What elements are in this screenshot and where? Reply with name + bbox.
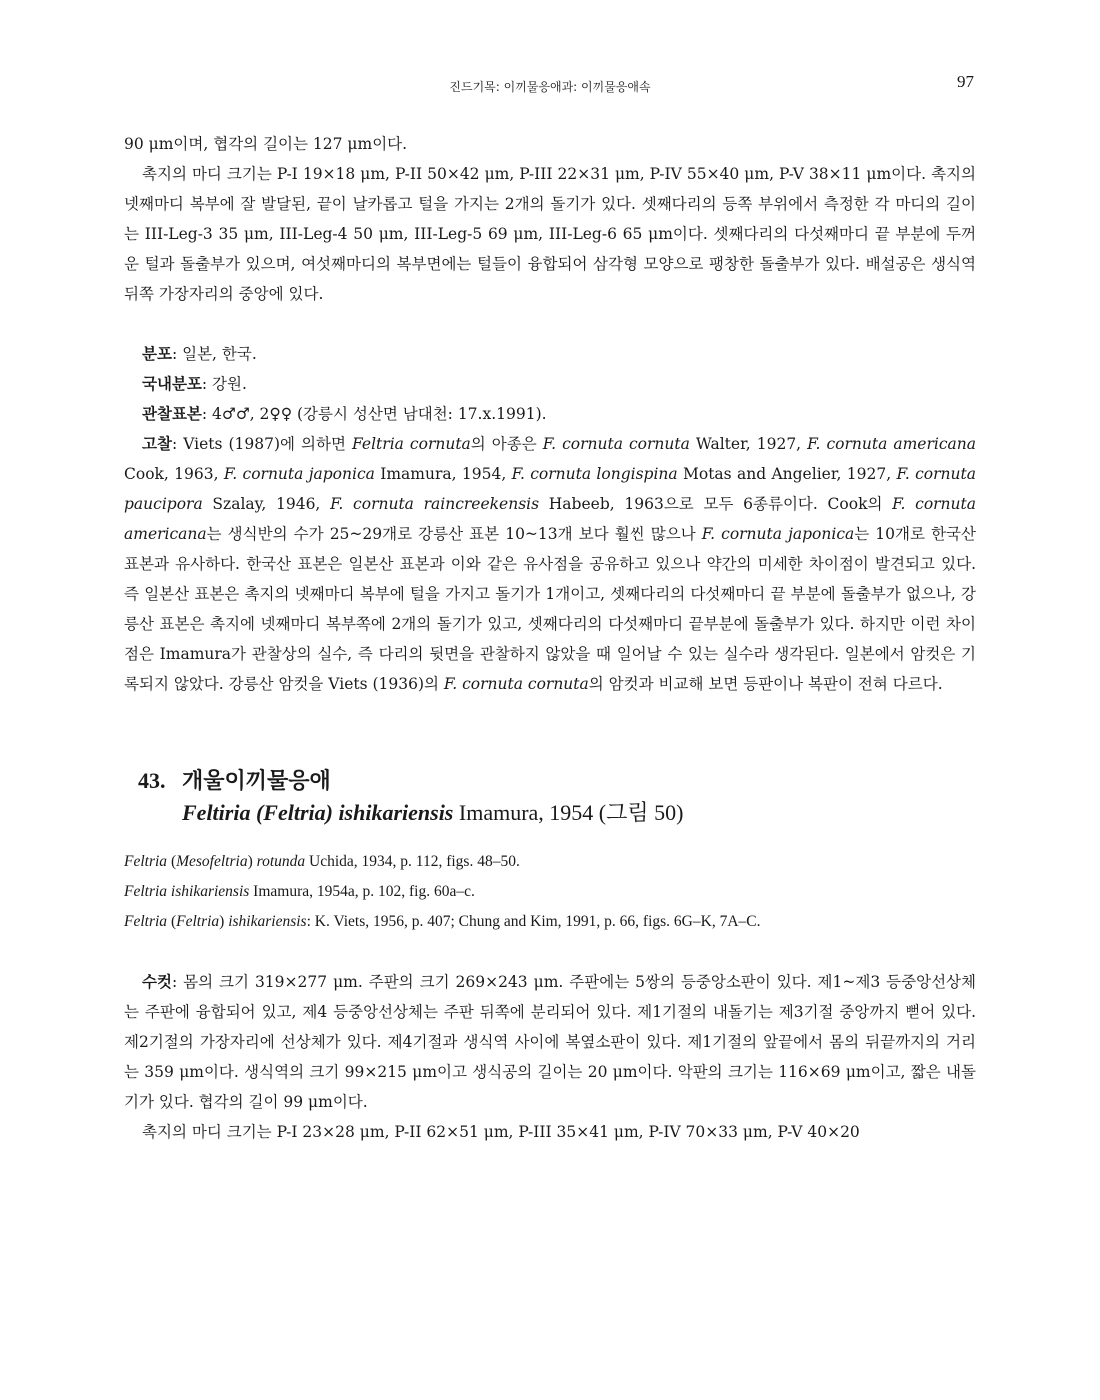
- remarks-paragraph: [124, 429, 976, 699]
- page-number: 97: [957, 72, 974, 91]
- synonym-sci-name: Feltria: [124, 853, 168, 870]
- synonym-sci-name: Feltria: [124, 913, 168, 930]
- synonym-list: [124, 847, 976, 937]
- remarks-text: 의 아종은: [470, 435, 543, 453]
- remarks-sci-name: F. cornuta japonica: [701, 525, 855, 543]
- species-korean-name: 개울이끼물응애: [182, 768, 331, 793]
- remarks-text: Walter, 1927,: [689, 435, 808, 453]
- remarks-text: 는 생식반의 수가 25~29개로 강릉산 표본 10~13개 보다 훨씬 많으나: [206, 525, 702, 543]
- specimens-text: : 4♂♂, 2♀♀ (강릉시 성산면 남대천: 17.x.1991).: [201, 405, 547, 423]
- remarks-sci-name: F. cornuta americana: [124, 495, 976, 543]
- remarks-label: 고찰: [142, 434, 172, 453]
- remarks-text: Motas and Angelier, 1927,: [677, 465, 897, 483]
- synonym-text: Imamura, 1954a, p. 102, fig. 60a–c.: [249, 883, 475, 900]
- species-scientific-name: Feltiria (Feltria) ishikariensis: [182, 800, 454, 825]
- remarks-sci-name: F. cornuta raincreekensis: [330, 495, 540, 513]
- synonym-entry: [124, 877, 976, 907]
- distribution-label: 분포: [142, 344, 172, 363]
- synonym-text: Uchida, 1934, p. 112, figs. 48–50.: [305, 853, 520, 870]
- specimens-line: [124, 399, 976, 429]
- remarks-text: [124, 435, 976, 693]
- paragraph-continuation: 90 μm이며, 협각의 길이는 127 μm이다.: [124, 135, 408, 153]
- male-description: [124, 967, 976, 1117]
- remarks-sci-name: F. cornuta americana: [807, 435, 976, 453]
- remarks-text: 는 10개로 한국산 표본과 유사하다. 한국산 표본은 일본산 표본과 이와 같은 유사점을 공유하고 있으나 약간의 미세한 차이점이 발견되고 있다. 즉 일본산 표본은 촉지의 넷째마디 복부에 털을 가지고 돌기가 1개이고, 셋째다리의 다섯째마디 끝 부분에 돌출부가 없으나, 강릉산 표본은 촉지에 넷째마디 복부쪽에 2개의 돌기가 있고, 셋째다리의 다섯째마디 끝부분에 돌출부가 있다. 하지만 이런 차이점은 Imamura가 관찰상의 실수, 즉 다리의 뒷면을 관찰하지 않았을 때 일어날 수 있는 실수라 생각된다. 일본에서 암컷은 기록되지 않았다. 강릉산 암컷을 Viets (1936)의: [124, 525, 976, 693]
- specimens-label: 관찰표본: [142, 404, 202, 423]
- remarks-text: 의 암컷과 비교해 보면 등판이나 복판이 전혀 다르다.: [588, 675, 943, 693]
- male-label: 수컷: [142, 972, 172, 991]
- synonym-sci-name: Mesofeltria: [176, 853, 248, 870]
- synonym-sci-name: Feltria: [176, 913, 220, 930]
- species-number: 43.: [138, 768, 166, 793]
- synonym-text: : K. Viets, 1956, p. 407; Chung and Kim, 1991, p. 66, figs. 6G–K, 7A–C.: [306, 913, 761, 930]
- synonym-text: (: [167, 913, 177, 930]
- synonym-text: ): [247, 853, 257, 870]
- synonym-entry: [124, 847, 976, 877]
- distribution-text: : 일본, 한국.: [171, 345, 257, 363]
- species-scientific-heading: [182, 797, 976, 829]
- paragraph-palp: 촉지의 마디 크기는 P-I 19×18 μm, P-II 50×42 μm, P-III 22×31 μm, P-IV 55×40 μm, P-V 38×11 μm이다. 촉지의 넷째마디 복부에 잘 발달된, 끝이 날카롭고 털을 가지는 2개의 돌기가 있다. 셋째다리의 등쪽 부위에서 측정한 각 마디의 길이는 III-Leg-3 35 μm, III-Leg-4 50 μm, III-Leg-5 69 μm, III-Leg-6 65 μm이다. 셋째다리의 다섯째마디 끝 부분에 두꺼운 털과 돌출부가 있으며, 여섯째마디의 복부면에는 털들이 융합되어 삼각형 모양으로 팽창한 돌출부가 있다. 배설공은 생식역 뒤쪽 가장자리의 중앙에 있다.: [124, 165, 976, 303]
- domestic-distribution-line: [124, 369, 976, 399]
- remarks-sci-name: F. cornuta cornuta: [542, 435, 690, 453]
- paragraph-palp-male: 촉지의 마디 크기는 P-I 23×28 μm, P-II 62×51 μm, P-III 35×41 μm, P-IV 70×33 μm, P-V 40×20: [142, 1123, 860, 1141]
- remarks-text: Imamura, 1954,: [374, 465, 512, 483]
- synonym-text: ): [219, 913, 229, 930]
- remarks-sci-name: F. cornuta paucipora: [124, 465, 976, 513]
- synonym-sci-name: rotunda: [256, 853, 306, 870]
- synonym-text: (: [167, 853, 177, 870]
- running-title: 진드기목: 이끼물응애과: 이끼물응애속: [449, 80, 651, 94]
- synonym-entry: [124, 907, 976, 937]
- remarks-sci-name: F. cornuta japonica: [223, 465, 375, 483]
- species-heading: [138, 765, 976, 797]
- remarks-text: : Viets (1987)에 의하면: [171, 435, 353, 453]
- male-text: : 몸의 크기 319×277 μm. 주판의 크기 269×243 μm. 주판에는 5쌍의 등중앙소판이 있다. 제1~제3 등중앙선상체는 주판에 융합되어 있고, 제4 등중앙선상체는 주판 뒤쪽에 분리되어 있다. 제1기절의 내돌기는 제3기절 중앙까지 뻗어 있다. 제2기절의 가장자리에 선상체가 있다. 제4기절과 생식역 사이에 복옆소판이 있다. 제1기절의 앞끝에서 몸의 뒤끝까지의 거리는 359 μm이다. 생식역의 크기 99×215 μm이고 생식공의 길이는 20 μm이다. 악판의 크기는 116×69 μm이고, 짧은 내돌기가 있다. 협각의 길이 99 μm이다.: [124, 973, 976, 1111]
- distribution-line: [124, 339, 976, 369]
- remarks-sci-name: Feltria cornuta: [352, 435, 471, 453]
- remarks-text: Szalay, 1946,: [202, 495, 331, 513]
- domestic-distribution-text: : 강원.: [201, 375, 247, 393]
- synonym-sci-name: ishikariensis: [228, 913, 307, 930]
- main-content: [124, 129, 976, 1147]
- synonym-sci-name: Feltria ishikariensis: [124, 883, 250, 900]
- remarks-text: Cook, 1963,: [124, 465, 224, 483]
- domestic-distribution-label: 국내분포: [142, 374, 202, 393]
- species-author: Imamura, 1954 (그림 50): [453, 800, 684, 825]
- remarks-text: Habeeb, 1963으로 모두 6종류이다. Cook의: [539, 495, 893, 513]
- remarks-sci-name: F. cornuta longispina: [511, 465, 678, 483]
- remarks-sci-name: F. cornuta cornuta: [443, 675, 589, 693]
